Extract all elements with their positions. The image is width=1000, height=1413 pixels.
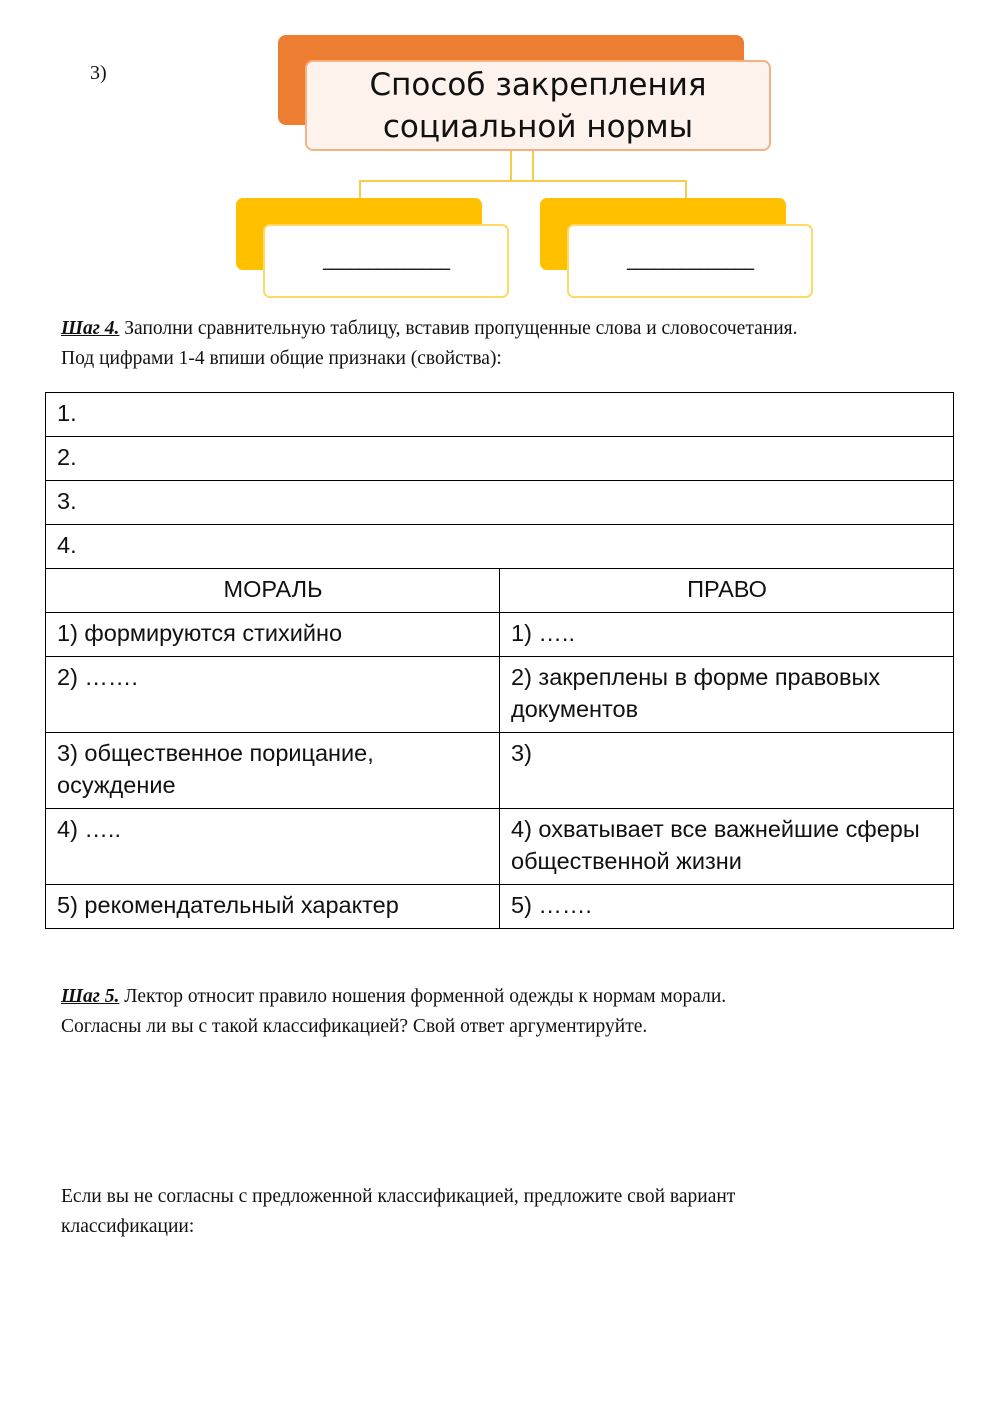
common-feature-row: [46, 437, 954, 481]
morality-cell[interactable]: 5) рекомендательный характер: [46, 885, 500, 929]
step4-line1: Заполни сравнительную таблицу, вставив пропущенные слова и словосочетания.: [119, 318, 798, 339]
connector-left-drop: [359, 180, 361, 200]
step5-label: Шаг 5.: [61, 986, 120, 1007]
law-cell[interactable]: 2) закреплены в форме правовых документов: [500, 657, 954, 733]
common-feature-cell[interactable]: 3.: [46, 481, 954, 525]
morality-cell[interactable]: 3) общественное порицание, осуждение: [46, 733, 500, 809]
common-feature-row: [46, 481, 954, 525]
connector-stem: [510, 151, 512, 182]
common-feature-cell[interactable]: 4.: [46, 525, 954, 569]
common-feature-cell[interactable]: 2.: [46, 437, 954, 481]
table-row: [46, 733, 954, 809]
diagram-title-box: [305, 60, 771, 151]
alternative-line1: Если вы не согласны с предложенной классификацией, предложите свой вариант: [61, 1186, 736, 1207]
header-law: ПРАВО: [500, 569, 954, 613]
comparison-table: [45, 392, 954, 929]
step5-line1: Лектор относит правило ношения форменной одежды к нормам морали.: [119, 986, 727, 1007]
connector-right-drop: [685, 180, 687, 200]
right-answer-blank: ______________: [627, 246, 753, 270]
left-answer-blank: ______________: [323, 246, 449, 270]
law-cell[interactable]: 1) …..: [500, 613, 954, 657]
right-answer-box: [567, 224, 813, 298]
step4-instructions: [61, 314, 939, 374]
left-answer-box: [263, 224, 509, 298]
diagram-title-line-2: социальной нормы: [382, 108, 694, 145]
law-cell[interactable]: 4) охватывает все важнейшие сферы общественной жизни: [500, 809, 954, 885]
common-feature-cell[interactable]: 1.: [46, 393, 954, 437]
table-row: [46, 809, 954, 885]
connector-stem: [532, 151, 534, 182]
step4-label: Шаг 4.: [61, 318, 120, 339]
alternative-line2: классификации:: [61, 1216, 195, 1237]
law-cell[interactable]: 3): [500, 733, 954, 809]
step4-line2: Под цифрами 1-4 впиши общие признаки (свойства):: [61, 348, 502, 369]
morality-cell[interactable]: 4) …..: [46, 809, 500, 885]
header-morality: МОРАЛЬ: [46, 569, 500, 613]
law-cell[interactable]: 5) …….: [500, 885, 954, 929]
table-row: [46, 613, 954, 657]
connector-horizontal: [359, 180, 687, 182]
step5-question: [61, 982, 939, 1042]
step5-line2: Согласны ли вы с такой классификацией? Свой ответ аргументируйте.: [61, 1016, 648, 1037]
diagram-title-line-1: Способ закрепления: [369, 66, 707, 103]
morality-cell[interactable]: 2) …….: [46, 657, 500, 733]
morality-cell[interactable]: 1) формируются стихийно: [46, 613, 500, 657]
table-row: [46, 885, 954, 929]
common-feature-row: [46, 525, 954, 569]
task-number: 3): [90, 62, 107, 84]
alternative-prompt: [61, 1182, 939, 1242]
table-header-row: [46, 569, 954, 613]
table-row: [46, 657, 954, 733]
common-feature-row: [46, 393, 954, 437]
